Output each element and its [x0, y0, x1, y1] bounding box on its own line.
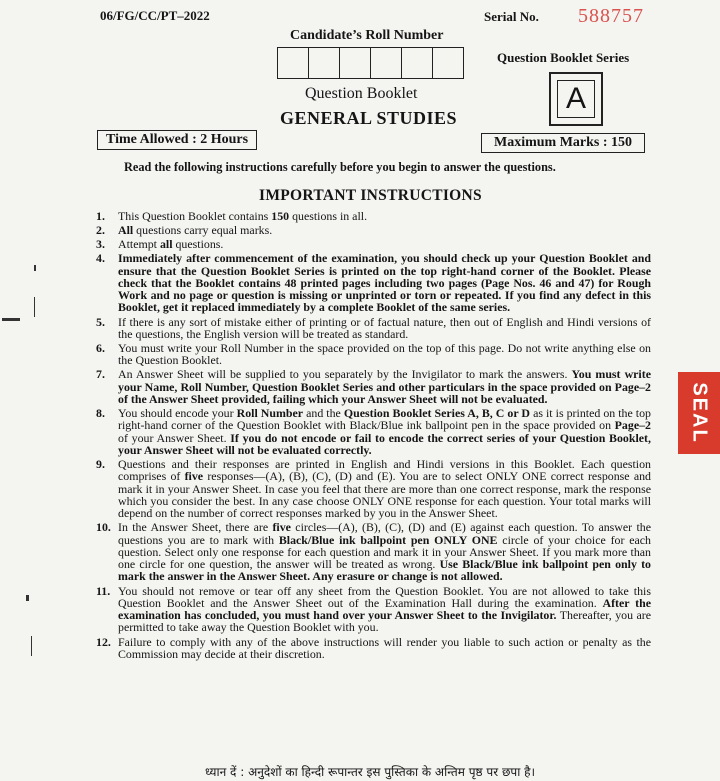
instruction-number: 10. — [96, 520, 111, 535]
roll-digit-box — [402, 48, 433, 78]
instruction-number: 8. — [96, 406, 105, 421]
instruction-item — [96, 252, 651, 313]
series-box — [549, 72, 603, 126]
instruction-number: 4. — [96, 251, 105, 266]
hindi-note: ध्यान दें : अनुदेशों का हिन्दी रूपान्तर इस पुस्तिका के अन्तिम पृष्ठ पर छपा है। — [205, 765, 536, 779]
instruction-text: This Question Booklet contains 150 questions in all. — [118, 209, 368, 223]
margin-mark — [31, 636, 32, 656]
instruction-item — [96, 224, 651, 236]
instruction-item — [96, 368, 651, 405]
roll-digit-box — [433, 48, 463, 78]
margin-mark — [26, 595, 29, 601]
instruction-number: 2. — [96, 223, 105, 238]
serial-label: Serial No. — [484, 9, 539, 24]
instruction-item — [96, 342, 651, 367]
instruction-item — [96, 407, 651, 456]
instruction-text: If there is any sort of mistake either of printing or of factual nature, then out of English and Hindi versions of the questions, the English version will be treated as standard. — [118, 314, 651, 341]
instruction-text: You should encode your Roll Number and the Question Booklet Series A, B, C or D as it is printed on the top right-hand corner of the Question Booklet with Black/Blue ink ballpoint pen in the space provided on Page–2 of your Answer Sheet. If you do not encode or fail to encode the correct series of your Question Booklet, your Answer Sheet will not be evaluated correctly. — [118, 406, 651, 457]
instruction-item — [96, 636, 651, 661]
instruction-text: An Answer Sheet will be supplied to you separately by the Invigilator to mark the answers. You must write your Name, Roll Number, Question Booklet Series and other particulars in the space provided on Page–2 of the Answer Sheet provided, failing which your Answer Sheet will not be evaluated. — [118, 367, 651, 406]
instruction-number: 12. — [96, 634, 111, 649]
instruction-text: Immediately after commencement of the examination, you should check up your Question Booklet and ensure that the Question Booklet Series is printed on the top right-hand corner of the Booklet. Please check that the Booklet contains 48 printed pages including two pages (Page Nos. 46 and 47) for Rough Work and no page or question is missing or unprinted or torn or repeated. If you find any defect in this Booklet, get it replaced immediately by a complete Booklet of the same series. — [118, 251, 651, 315]
instruction-number: 3. — [96, 237, 105, 252]
instruction-text: Attempt all questions. — [118, 237, 224, 252]
roll-digit-box — [371, 48, 402, 78]
instruction-text: All questions carry equal marks. — [118, 223, 273, 238]
booklet-label: Question Booklet — [305, 85, 418, 102]
instruction-text: Questions and their responses are printed in English and Hindi versions in this Booklet. Each question comprises of five responses—(A), (B), (C), (D) and (E). You are to select ONLY ONE correct response and mark it in your Answer Sheet. In case you feel that there are more than one correct response, mark the response which you consider the best. In any case choose ONLY ONE response for each question. Your total marks will depend on the number of correct responses marked by you in the Answer Sheet. — [118, 457, 651, 521]
paper-code: 06/FG/CC/PT–2022 — [100, 8, 210, 23]
serial-number: 588757 — [578, 5, 644, 27]
instruction-text: In the Answer Sheet, there are five circles—(A), (B), (C), (D) and (E) against each question. To answer the questions you are to mark with Black/Blue ink ballpoint pen ONLY ONE circle of your choice for each question. Select only one response for each question and mark it in your Answer Sheet. If you mark more than one circle for one question, the answer will be treated as wrong. Use Black/Blue ink ballpoint pen only to mark the answer in the Answer Sheet. Any erasure or change is not allowed. — [118, 520, 651, 584]
instruction-number: 9. — [96, 457, 105, 472]
instruction-item — [96, 521, 651, 582]
series-letter: A — [557, 80, 595, 118]
instructions-list — [96, 210, 651, 662]
roll-digit-box — [309, 48, 340, 78]
time-allowed: Time Allowed : 2 Hours — [97, 130, 257, 150]
roll-number-label: Candidate’s Roll Number — [290, 28, 444, 43]
margin-mark — [34, 297, 35, 317]
instruction-item — [96, 585, 651, 634]
instruction-number: 6. — [96, 340, 105, 355]
subject-title: GENERAL STUDIES — [280, 108, 458, 128]
roll-digit-box — [340, 48, 371, 78]
instruction-number: 7. — [96, 367, 105, 382]
roll-digit-box — [278, 48, 309, 78]
instructions-title: IMPORTANT INSTRUCTIONS — [259, 187, 482, 204]
read-instructions-note: Read the following instructions carefully before you begin to answer the questions. — [124, 160, 556, 174]
seal-text: SEAL — [688, 382, 711, 444]
maximum-marks: Maximum Marks : 150 — [481, 133, 645, 153]
seal-sticker — [678, 372, 720, 454]
margin-mark — [2, 318, 20, 321]
roll-number-boxes — [277, 47, 464, 79]
instruction-item — [96, 210, 651, 222]
series-label: Question Booklet Series — [497, 50, 630, 65]
instruction-number: 11. — [96, 583, 111, 598]
margin-mark — [34, 265, 36, 271]
instruction-text: You should not remove or tear off any sheet from the Question Booklet. You are not allowed to take this Question Booklet and the Answer Sheet out of the Examination Hall during the examination. After the examination has concluded, you must hand over your Answer Sheet to the Invigilator. Thereafter, you are permitted to take away the Question Booklet with you. — [118, 583, 652, 635]
instruction-text: You must write your Roll Number in the space provided on the top of this page. Do not write anything else on the Question Booklet. — [118, 340, 651, 368]
instruction-item — [96, 316, 651, 341]
instruction-number: 1. — [96, 209, 105, 223]
instruction-item — [96, 458, 651, 519]
instruction-item — [96, 238, 651, 250]
instruction-number: 5. — [96, 314, 105, 329]
instruction-text: Failure to comply with any of the above instructions will render you liable to such action or penalty as the Commission may decide at their discretion. — [118, 634, 651, 661]
